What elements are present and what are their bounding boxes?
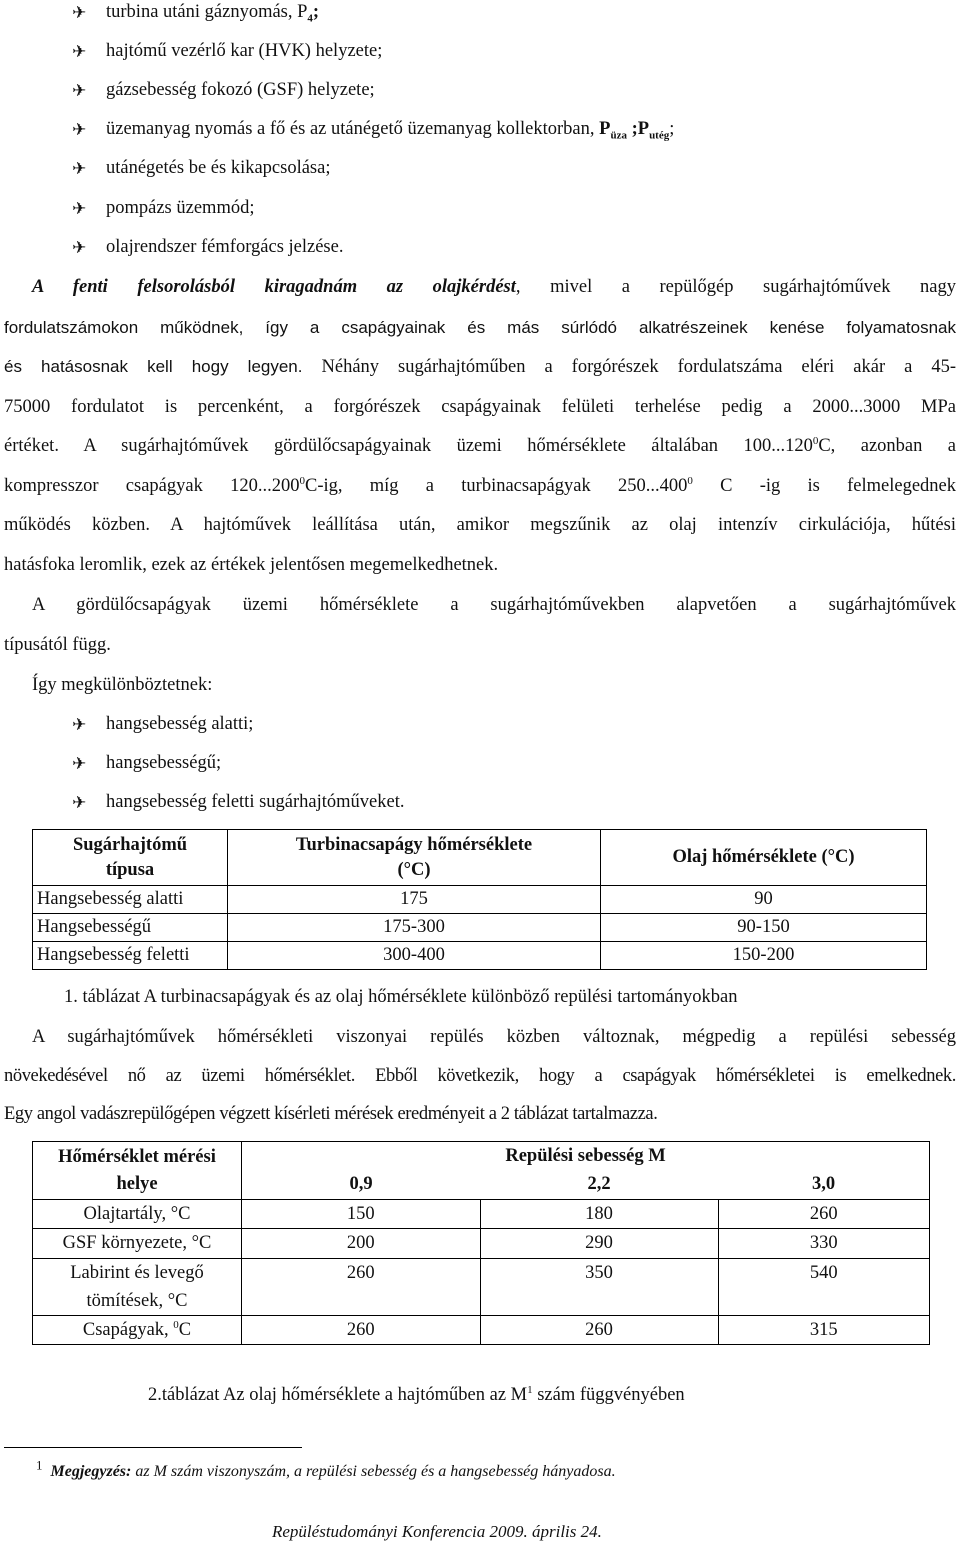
list-item: turbina utáni gáznyomás, $P_4$;: [106, 2, 320, 25]
table-row: Hangsebesség feletti 300-400 150-200: [33, 942, 927, 970]
table-header-row: 0,9 2,2 3,0: [33, 1171, 930, 1200]
list-item: utánégetés be és kikapcsolása;: [106, 158, 331, 178]
table-row: Hangsebességű 175-300 90-150: [33, 914, 927, 942]
table-row: Hangsebesség alatti 175 90: [33, 886, 927, 914]
table-temperatures-by-type: [32, 829, 927, 970]
list-item: hangsebesség alatti;: [106, 714, 254, 734]
table-header-cell: Sugárhajtómű típusa: [33, 830, 228, 886]
table-header-cell: Olaj hőmérséklete (°C): [601, 830, 927, 886]
airplane-icon: ✈: [72, 238, 87, 258]
table-header-cell: Repülési sebesség M: [242, 1142, 930, 1171]
airplane-icon: ✈: [72, 3, 87, 23]
airplane-icon: ✈: [72, 159, 87, 179]
page-footer: Repüléstudományi Konferencia 2009. április 24.: [272, 1522, 602, 1541]
airplane-icon: ✈: [72, 199, 87, 219]
list-item: hangsebességű;: [106, 753, 222, 773]
footnote-divider: [4, 1447, 302, 1448]
airplane-icon: ✈: [72, 754, 87, 774]
table-row: Labirint és levegő tömítések, °C 260 350 540: [33, 1259, 930, 1316]
airplane-icon: ✈: [72, 120, 87, 140]
table-row: Olajtartály, °C 150 180 260: [33, 1200, 930, 1229]
table-header-cell: Turbinacsapágy hőmérséklete (°C): [228, 830, 601, 886]
table-header-cell: Hőmérséklet mérési helye: [33, 1142, 242, 1200]
list-item: olajrendszer fémforgács jelzése.: [106, 237, 344, 257]
airplane-icon: ✈: [72, 715, 87, 735]
table-row: Csapágyak, $^0$C 260 260 315: [33, 1316, 930, 1345]
list-item: gázsebesség fokozó (GSF) helyzete;: [106, 80, 375, 100]
table-header-row: [33, 1142, 930, 1171]
table-row: GSF környezete, °C 200 290 330: [33, 1229, 930, 1259]
airplane-icon: ✈: [72, 81, 87, 101]
airplane-icon: ✈: [72, 42, 87, 62]
list-item: hangsebesség feletti sugárhajtóműveket.: [106, 792, 405, 812]
table-temperatures-by-speed: [32, 1141, 930, 1345]
footnote: $^1$ Megjegyzés: az M szám viszonyszám, a repülési sebesség és a hangsebesség hányadosa.: [36, 1457, 616, 1480]
table-caption: 2.táblázat Az olaj hőmérséklete a hajtóműben az $M^1$ szám függvényében: [148, 1383, 685, 1405]
table-caption: 1. táblázat A turbinacsapágyak és az olaj hőmérséklete különböző repülési tartományokban: [64, 987, 738, 1007]
list-item: üzemanyag nyomás a fő és az utánégető üzemanyag kollektorban, $P_{üza}$ $;P_{utég}$;: [106, 119, 675, 142]
airplane-icon: ✈: [72, 793, 87, 813]
table-header-row: [33, 830, 927, 886]
list-item: pompázs üzemmód;: [106, 198, 255, 218]
document-page: ✈ turbina utáni gáznyomás, $P_4$; ✈ hajtómű vezérlő kar (HVK) helyzete; ✈ gázsebesség fokozó (GSF) helyzete; ✈ üzemanyag nyomás a fő és az utánégető üzemanyag kollektorban, $P_{üza}$ $;P_{utég}$; ✈ utánégetés be és kikapcsolása; ✈ pompázs üzemmód; ✈ olajrendszer fémforgács jelzése. A fenti felsorolásból kiragadnám az olajkérdést, mivel a repülőgép sugárhajtóművek nagy fordulatszámokon működnek, így a csapágyainak és más súrlódó alkatrészeinek kenése folyamatosnak és hatásosnak kell hogy legyen. Néhány sugárhajtóműben a forgórészek fordulatszáma eléri akár a 45- 75000 fordulatot is percenként, a forgórészek csapágyainak felületi terhelése pedig a 2000...3000 MPa értéket. A sugárhajtóművek gördülőcsapágyainak üzemi hőmérséklete általában 100...120$^0$C, azonban a kompresszor csapágyak 120...200$^0$C-ig, míg a turbinacsapágyak 250...400$^0$ C -ig is felmelegednek működés közben. A hajtóművek leállítása után, amikor megszűnik az olaj intenzív cirkulációja, hűtési hatásfoka leromlik, ezek az értékek jelentősen megemelkedhetnek. A gördülőcsapágyak üzemi hőmérséklete a sugárhajtóművekben alapvetően a sugárhajtóművek típusától függ. Így megkülönböztetnek: ✈ hangsebesség alatti; ✈ hangsebességű; ✈ hangsebesség feletti sugárhajtóműveket. Sugárhajtómű típusa Turbinacsapágy hőmérséklete (°C) Olaj hőmérséklete (°C) Hangsebesség alatti 175 90 Hangsebességű 175-300 90-150 Hangsebesség feletti 300-400 150-200 1. táblázat A turbinacsapágyak és az olaj hőmérséklete különböző repülési tartományokban A sugárhajtóművek hőmérsékleti viszonyai repülés közben változnak, mégpedig a repülési sebesség növekedésével nő az üzemi hőmérséklet. Ebből következik, hogy a csapágyak hőmérsékletei is emelkednek. Egy angol vadászrepülőgépen végzett kísérleti mérések eredményeit a 2 táblázat tartalmazza. Hőmérséklet mérési helye Repülési sebesség M 0,9 2,2 3,0 Olajtartály, °C 150 180 260 GSF környezete, °C 200 290 330 Labirint és levegő tömítések, °C 260 350 540 Csapágyak, $^0$C 260 260 315 2.táblázat Az olaj hőmérséklete a hajtóműben az $M^1$ szám függvényében $^1$ Megjegyzés: az M szám viszonyszám, a repülési sebesség és a hangsebesség hányadosa. Repüléstudományi Konferencia 2009. április 24.: [4, 2, 957, 1541]
list-item: hajtómű vezérlő kar (HVK) helyzete;: [106, 41, 383, 61]
